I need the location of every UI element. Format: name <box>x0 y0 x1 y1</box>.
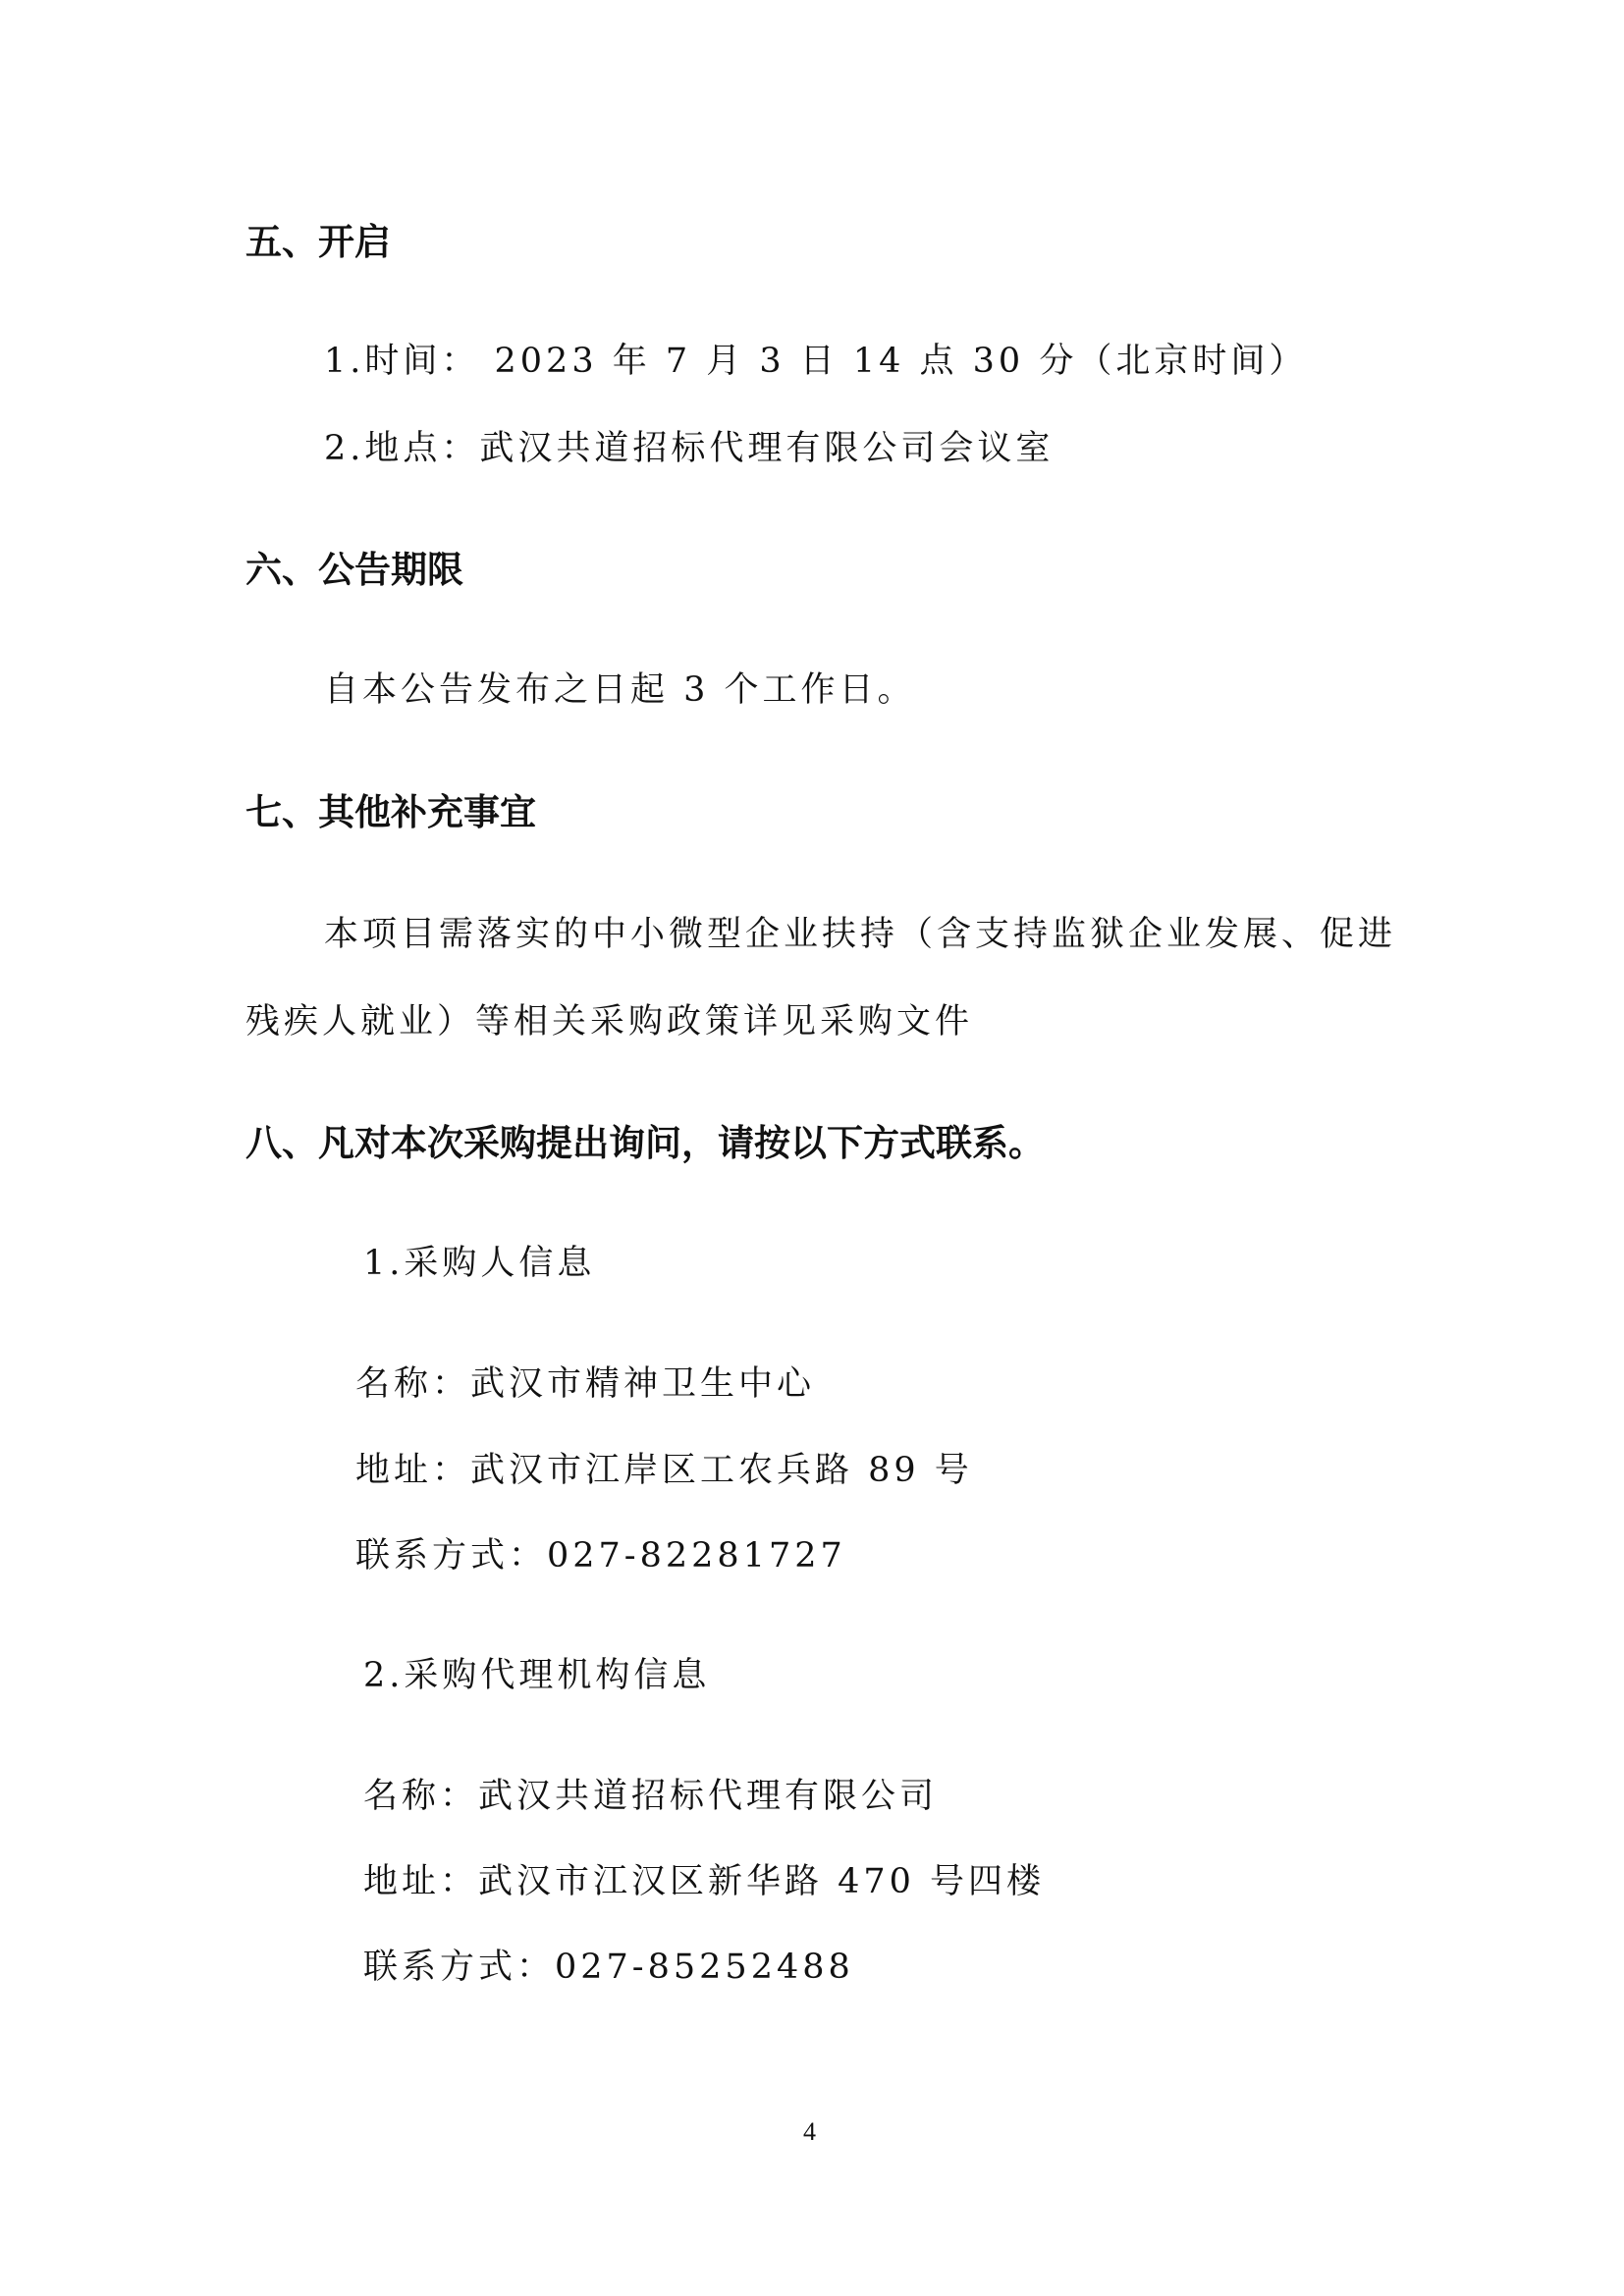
section5-time: 1.时间： 2023 年 7 月 3 日 14 点 30 分（北京时间） <box>324 342 1308 381</box>
section7-heading: 七、其他补充事宜 <box>245 791 536 833</box>
purchaser-contact: 联系方式：027-82281727 <box>355 1536 846 1575</box>
page-number: 4 <box>803 2117 816 2146</box>
section6-heading: 六、公告期限 <box>245 549 463 591</box>
purchaser-address: 地址：武汉市江岸区工农兵路 89 号 <box>355 1451 973 1490</box>
section7-text-line1: 本项目需落实的中小微型企业扶持（含支持监狱企业发展、促进 <box>324 915 1397 954</box>
section7-text-line2: 残疾人就业）等相关采购政策详见采购文件 <box>245 1002 974 1041</box>
section5-location: 2.地点：武汉共道招标代理有限公司会议室 <box>324 429 1055 468</box>
purchaser-title: 1.采购人信息 <box>363 1244 596 1283</box>
section6-text: 自本公告发布之日起 3 个工作日。 <box>324 670 916 710</box>
agency-name: 名称：武汉共道招标代理有限公司 <box>363 1777 939 1816</box>
section8-heading: 八、凡对本次采购提出询问，请按以下方式联系。 <box>245 1122 1045 1164</box>
agency-contact: 联系方式：027-85252488 <box>363 1948 854 1987</box>
section5-heading: 五、开启 <box>245 221 391 263</box>
agency-title: 2.采购代理机构信息 <box>363 1656 711 1695</box>
purchaser-name: 名称：武汉市精神卫生中心 <box>355 1364 816 1404</box>
agency-address: 地址：武汉市江汉区新华路 470 号四楼 <box>363 1862 1046 1901</box>
